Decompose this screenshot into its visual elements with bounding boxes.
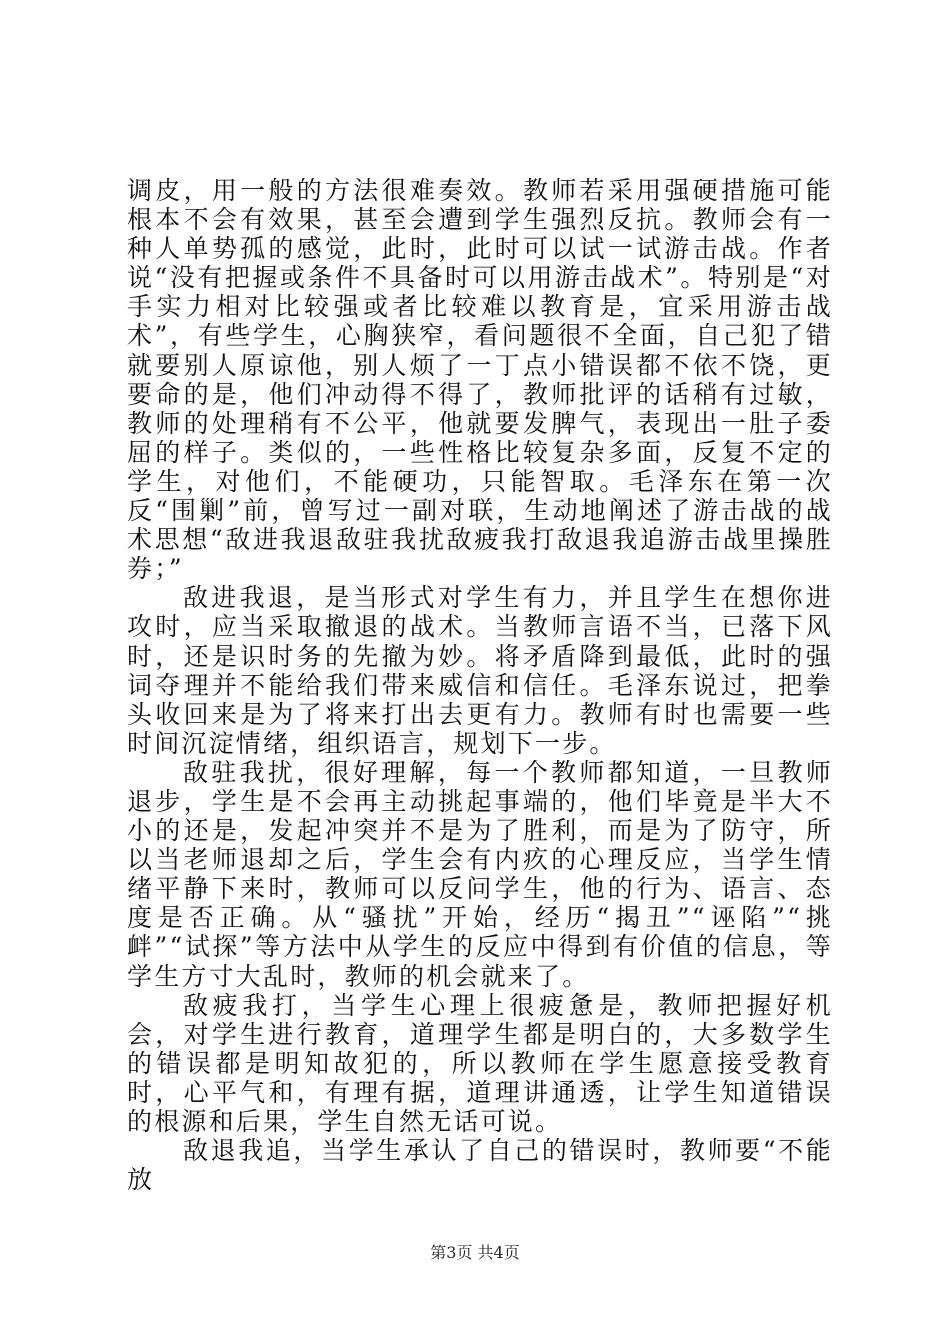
paragraph-2: 敌进我退，是当形式对学生有力，并且学生在想你进攻时，应当采取撤退的战术。当教师言语不当，已落下风时，还是识时务的先撤为妙。将矛盾降到最低，此时的强词夺理并不能给我们带来威信和信任。毛泽东说过，把拳头收回来是为了将来打出去更有力。教师有时也需要一些时间沉淀情绪，组织语言，规划下一步。: [127, 583, 833, 758]
paragraph-1: 调皮，用一般的方法很难奏效。教师若采用强硬措施可能根本不会有效果，甚至会遭到学生强烈反抗。教师会有一种人单势孤的感觉，此时，此时可以试一试游击战。作者说“没有把握或条件不具备时可以用游击战术”。特别是“对手实力相对比较强或者比较难以教育是，宜采用游击战术”，有些学生，心胸狭窄，看问题很不全面，自己犯了错就要别人原谅他，别人烦了一丁点小错误都不依不饶，更要命的是，他们冲动得不得了，教师批评的话稍有过敏，教师的处理稍有不公平，他就要发脾气，表现出一肚子委屈的样子。类似的，一些性格比较复杂多面，反复不定的学生，对他们，不能硬功，只能智取。毛泽东在第一次反“围剿”前，曾写过一副对联，生动地阐述了游击战的战术思想“敌进我退敌驻我扰敌疲我打敌退我追游击战里操胜券；”: [127, 176, 833, 584]
paragraph-3: 敌驻我扰，很好理解，每一个教师都知道，一旦教师退步，学生是不会再主动挑起事端的，他们毕竟是半大不小的还是，发起冲突并不是为了胜利，而是为了防守，所以当老师退却之后，学生会有内疚的心理反应，当学生情绪平静下来时，教师可以反问学生，他的行为、语言、态度是否正确。从“骚扰”开始，经历“揭丑”“诬陷”“挑衅”“试探”等方法中从学生的反应中得到有价值的信息，等学生方寸大乱时，教师的机会就来了。: [127, 757, 833, 991]
paragraph-5: 敌退我追，当学生承认了自己的错误时，教师要“不能放: [127, 1136, 833, 1195]
page-footer: 第3页 共4页: [430, 1243, 520, 1262]
body-text: [127, 176, 833, 1194]
paragraph-4: 敌疲我打，当学生心理上很疲惫是，教师把握好机会，对学生进行教育，道理学生都是明白的，大多数学生的错误都是明知故犯的，所以教师在学生愿意接受教育时，心平气和，有理有据，道理讲通透，让学生知道错误的根源和后果，学生自然无话可说。: [127, 990, 833, 1136]
